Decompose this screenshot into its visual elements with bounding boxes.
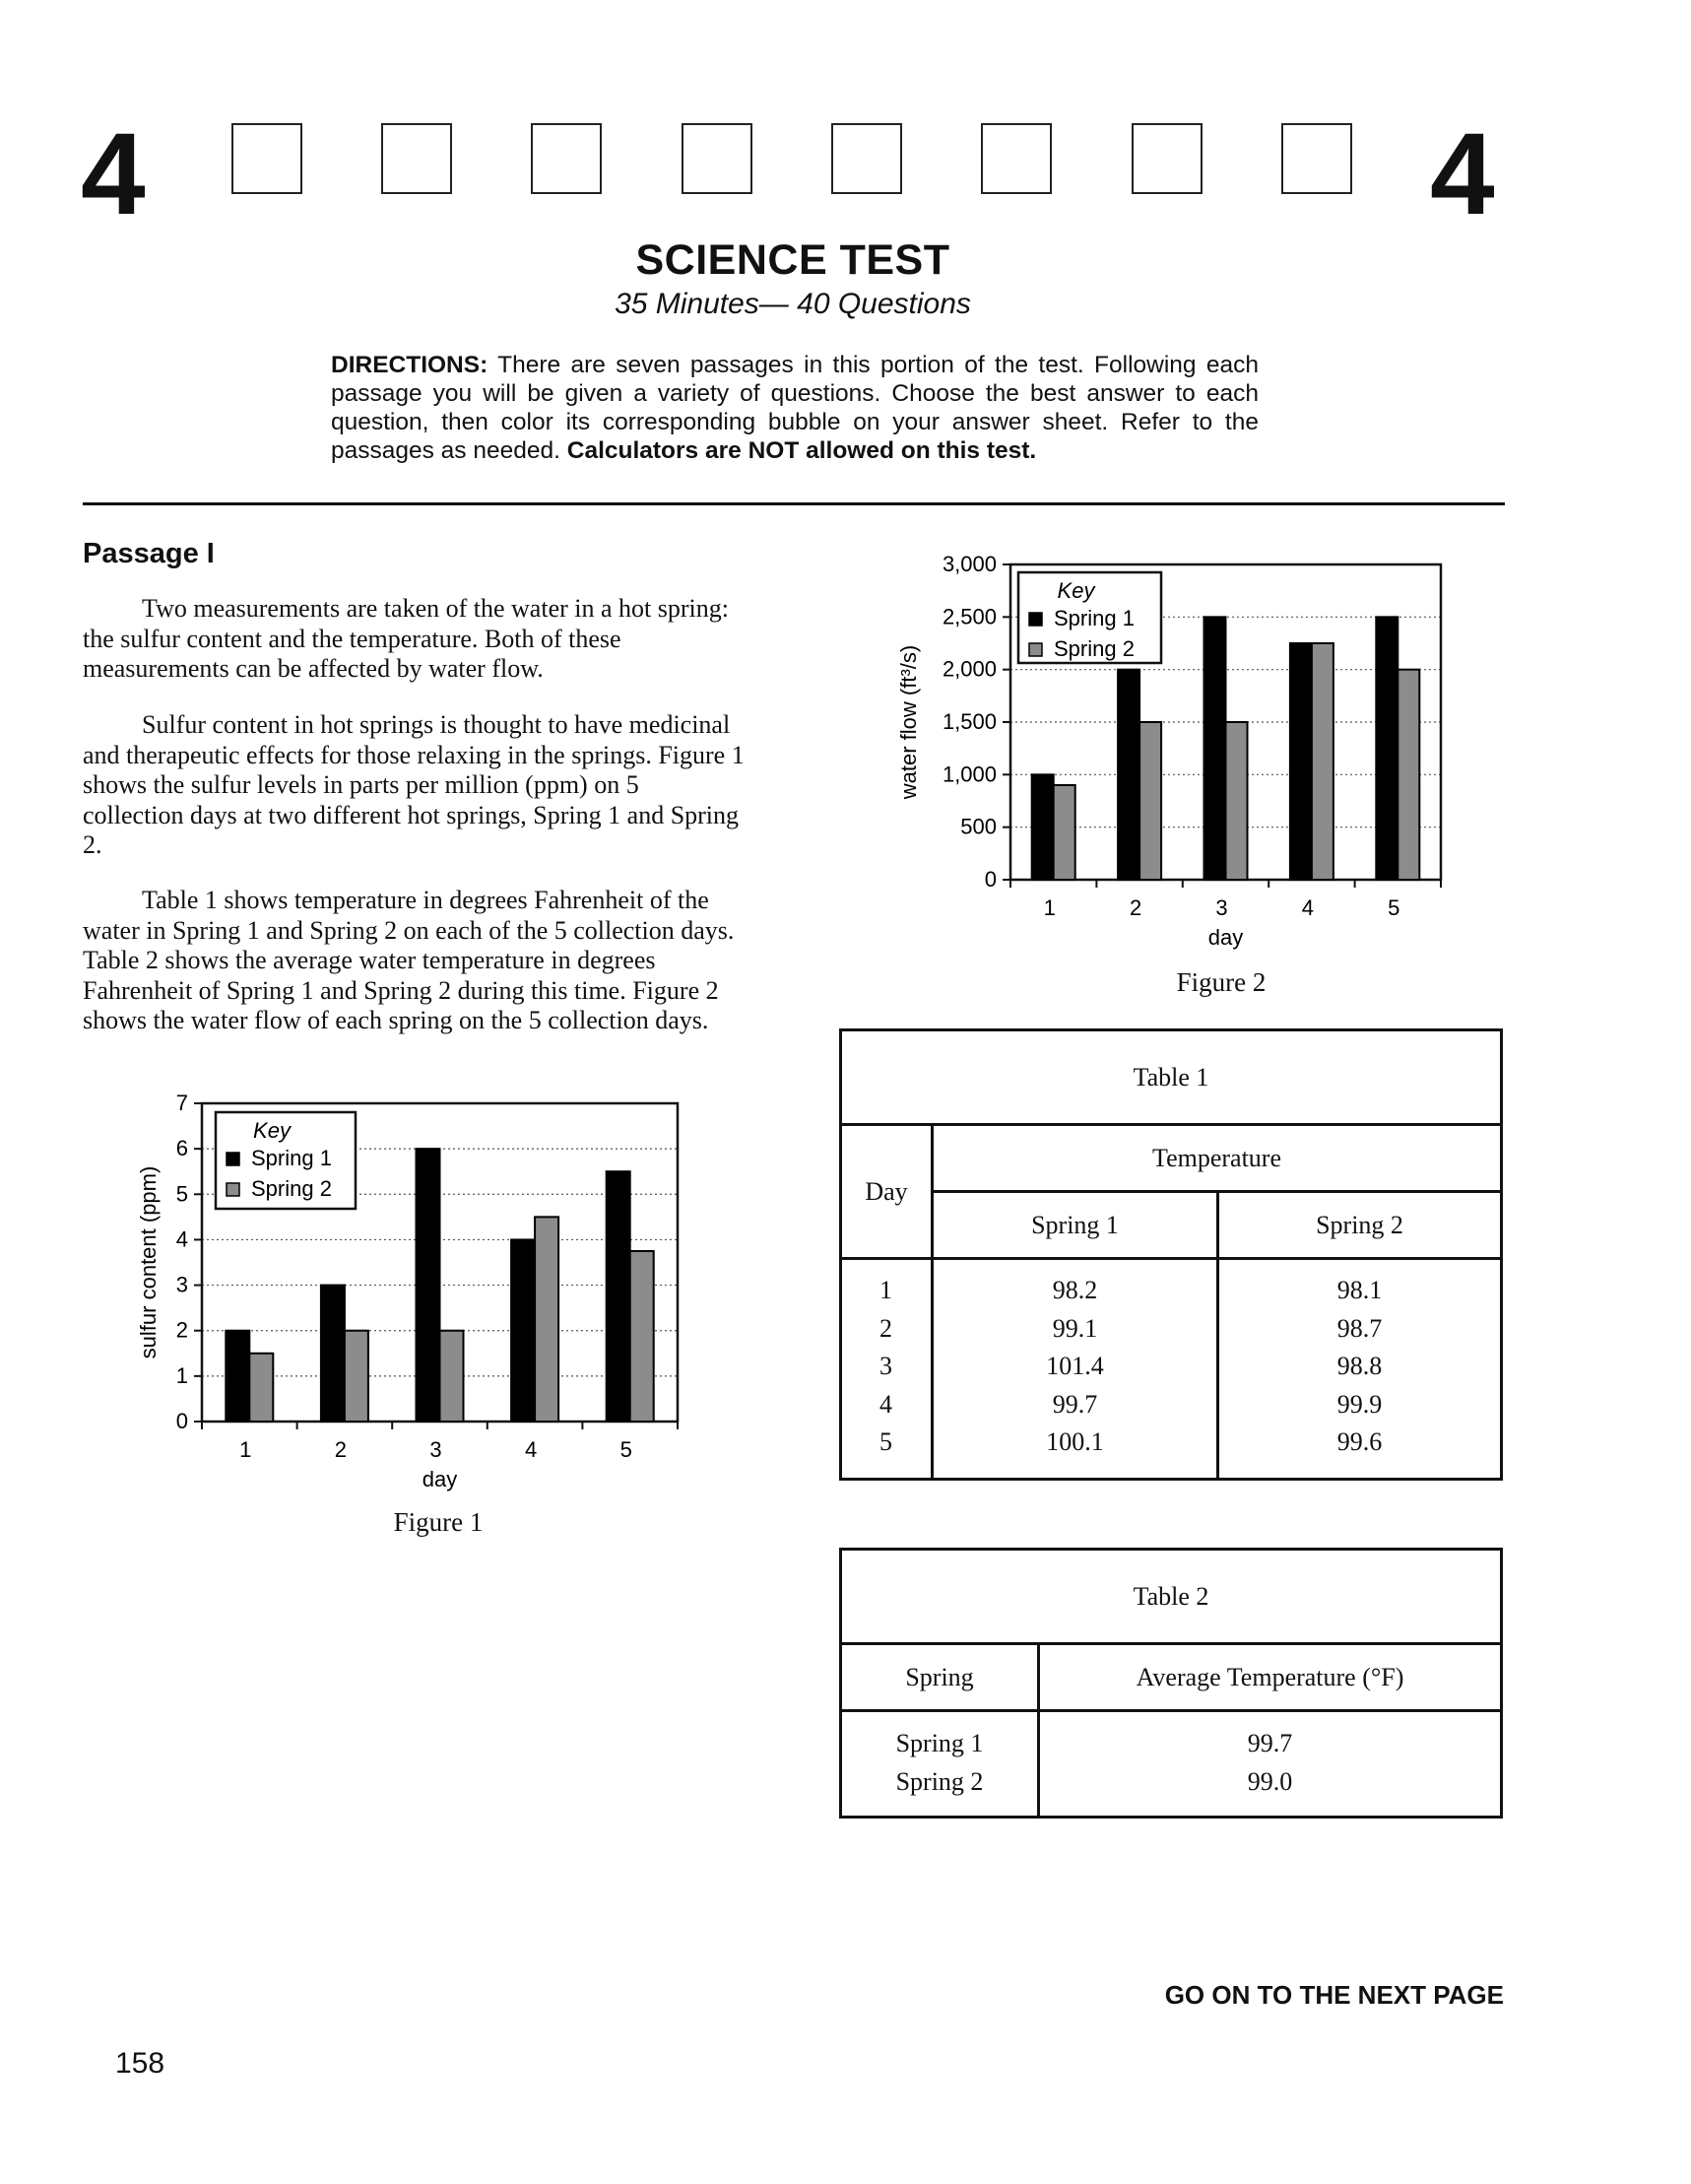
legend-label: Spring 1	[1054, 606, 1135, 630]
legend-swatch	[227, 1183, 239, 1196]
legend-swatch	[1029, 643, 1042, 656]
x-tick-label: 4	[524, 1437, 538, 1462]
header-box	[531, 123, 602, 194]
y-tick-label: 2,500	[942, 604, 997, 629]
x-tick-label: 2	[334, 1437, 348, 1462]
section-number-right: 4	[1430, 109, 1495, 239]
y-axis-title: sulfur content (ppm)	[136, 1165, 161, 1359]
bar-spring-1-day-5	[1376, 617, 1398, 880]
y-tick-label: 7	[175, 1091, 188, 1115]
y-tick-label: 1,500	[942, 709, 997, 734]
table-1-spring2-header: Spring 2	[1218, 1192, 1502, 1259]
bar-spring-1-day-5	[607, 1171, 630, 1422]
directions-label: DIRECTIONS:	[331, 352, 488, 378]
bar-spring-2-day-3	[1226, 722, 1248, 880]
y-tick-label: 4	[175, 1226, 188, 1252]
x-tick-label: 5	[619, 1437, 632, 1462]
header-box	[831, 123, 902, 194]
table-2	[839, 1548, 1503, 1819]
page-subtitle: 35 Minutes— 40 Questions	[615, 288, 971, 320]
legend-swatch	[227, 1153, 239, 1165]
x-tick-label: 3	[429, 1437, 442, 1462]
table-2-average-values: 99.7 99.0	[1039, 1711, 1502, 1818]
bar-spring-2-day-5	[1398, 670, 1419, 880]
passage-paragraph: Table 1 shows temperature in degrees Fahrenheit of the water in Spring 1 and Spring 2 on each of the 5 collection days. Table 2 shows the average water temperature in degrees Fahrenheit of Spring 1 and Spring 2 during this time. Figure 2 shows the water flow of each spring on the 5 collection days.	[83, 886, 735, 1034]
go-on-next-page: GO ON TO THE NEXT PAGE	[1164, 1980, 1504, 2010]
table-1-day-header: Day	[841, 1125, 933, 1259]
passage-paragraph: Two measurements are taken of the water in a hot spring: the sulfur content and the temperature. Both of these measurements can be affected by water flow.	[83, 594, 729, 683]
header-box	[381, 123, 452, 194]
bar-spring-1-day-3	[417, 1149, 440, 1422]
bar-spring-2-day-1	[1054, 785, 1075, 880]
x-tick-label: 1	[1043, 895, 1056, 920]
x-tick-label: 1	[239, 1437, 252, 1462]
bar-spring-1-day-4	[511, 1239, 535, 1422]
x-tick-label: 2	[1129, 895, 1142, 920]
table-2-spring-values: Spring 1 Spring 2	[841, 1711, 1039, 1818]
legend-title: Key	[253, 1118, 291, 1143]
directions-text: There are seven passages in this portion of the test. Following each passage you will be given a variety of questions. Choose the best answer to each question, then color its corresponding bubble on your answer sheet. Refer to the passages as needed.	[331, 352, 1259, 464]
table-2-average-header: Average Temperature (°F)	[1039, 1644, 1502, 1711]
y-tick-label: 5	[175, 1181, 188, 1207]
bar-spring-1-day-2	[1118, 670, 1139, 880]
table-1-spring1-header: Spring 1	[933, 1192, 1218, 1259]
figure-1-caption: Figure 1	[393, 1507, 484, 1537]
x-tick-label: 5	[1388, 895, 1400, 920]
bar-spring-1-day-2	[321, 1286, 345, 1422]
y-tick-label: 6	[175, 1136, 188, 1161]
table-1-spring1-values: 98.2 99.1 101.4 99.7 100.1	[933, 1259, 1218, 1480]
table-1-day-values: 1 2 3 4 5	[841, 1259, 933, 1480]
figure-1-chart	[128, 1089, 709, 1497]
y-tick-label: 0	[175, 1409, 188, 1433]
passage-paragraph: Sulfur content in hot springs is thought to have medicinal and therapeutic effects for those relaxing in the springs. Figure 1 shows the sulfur levels in parts per million (ppm) on 5 collection days at two different hot springs, Spring 1 and Spring 2.	[83, 710, 745, 859]
bar-spring-2-day-5	[630, 1251, 654, 1422]
y-tick-label: 500	[960, 814, 997, 839]
table-1	[839, 1028, 1503, 1481]
bar-spring-2-day-2	[345, 1331, 368, 1422]
x-tick-label: 4	[1301, 895, 1315, 920]
bar-spring-1-day-3	[1204, 617, 1226, 880]
legend-label: Spring 2	[251, 1176, 332, 1201]
table-1-title: Table 1	[841, 1030, 1502, 1125]
y-tick-label: 1	[175, 1362, 188, 1388]
table-1-spring2-values: 98.1 98.7 98.8 99.9 99.6	[1218, 1259, 1502, 1480]
directions-note: Calculators are NOT allowed on this test.	[566, 437, 1037, 464]
page-number: 158	[115, 2047, 165, 2080]
legend-label: Spring 1	[251, 1146, 332, 1170]
legend-title: Key	[1057, 578, 1095, 603]
y-tick-label: 2	[175, 1317, 188, 1343]
y-tick-label: 2,000	[942, 656, 997, 682]
figure-2-caption: Figure 2	[1176, 967, 1267, 997]
table-2-title: Table 2	[841, 1550, 1502, 1644]
bar-spring-2-day-4	[1312, 643, 1333, 880]
section-number-left: 4	[81, 109, 146, 239]
x-tick-label: 3	[1215, 895, 1228, 920]
table-2-spring-header: Spring	[841, 1644, 1039, 1711]
y-tick-label: 3,000	[942, 552, 997, 576]
table-1-temperature-header: Temperature	[933, 1125, 1502, 1192]
y-tick-label: 3	[175, 1272, 188, 1297]
x-axis-title: day	[1207, 925, 1244, 950]
bar-spring-1-day-1	[1032, 774, 1054, 880]
header-box	[1132, 123, 1203, 194]
bar-spring-2-day-4	[535, 1217, 558, 1422]
header-box	[231, 123, 302, 194]
y-axis-title: water flow (ft³/s)	[896, 644, 921, 800]
legend-label: Spring 2	[1054, 636, 1135, 661]
bar-spring-1-day-4	[1290, 643, 1312, 880]
bar-spring-2-day-3	[440, 1331, 464, 1422]
page-title: SCIENCE TEST	[635, 236, 950, 284]
header-box	[1281, 123, 1352, 194]
section-divider	[83, 502, 1505, 505]
figure-2-chart	[886, 547, 1458, 956]
legend-swatch	[1029, 613, 1042, 626]
header-box	[682, 123, 752, 194]
directions-block	[331, 351, 1259, 465]
x-axis-title: day	[422, 1467, 458, 1491]
y-tick-label: 0	[984, 867, 997, 892]
bar-spring-2-day-1	[249, 1354, 273, 1422]
header-box	[981, 123, 1052, 194]
passage-title: Passage I	[83, 538, 215, 569]
y-tick-label: 1,000	[942, 761, 997, 787]
bar-spring-2-day-2	[1139, 722, 1161, 880]
bar-spring-1-day-1	[226, 1331, 249, 1422]
